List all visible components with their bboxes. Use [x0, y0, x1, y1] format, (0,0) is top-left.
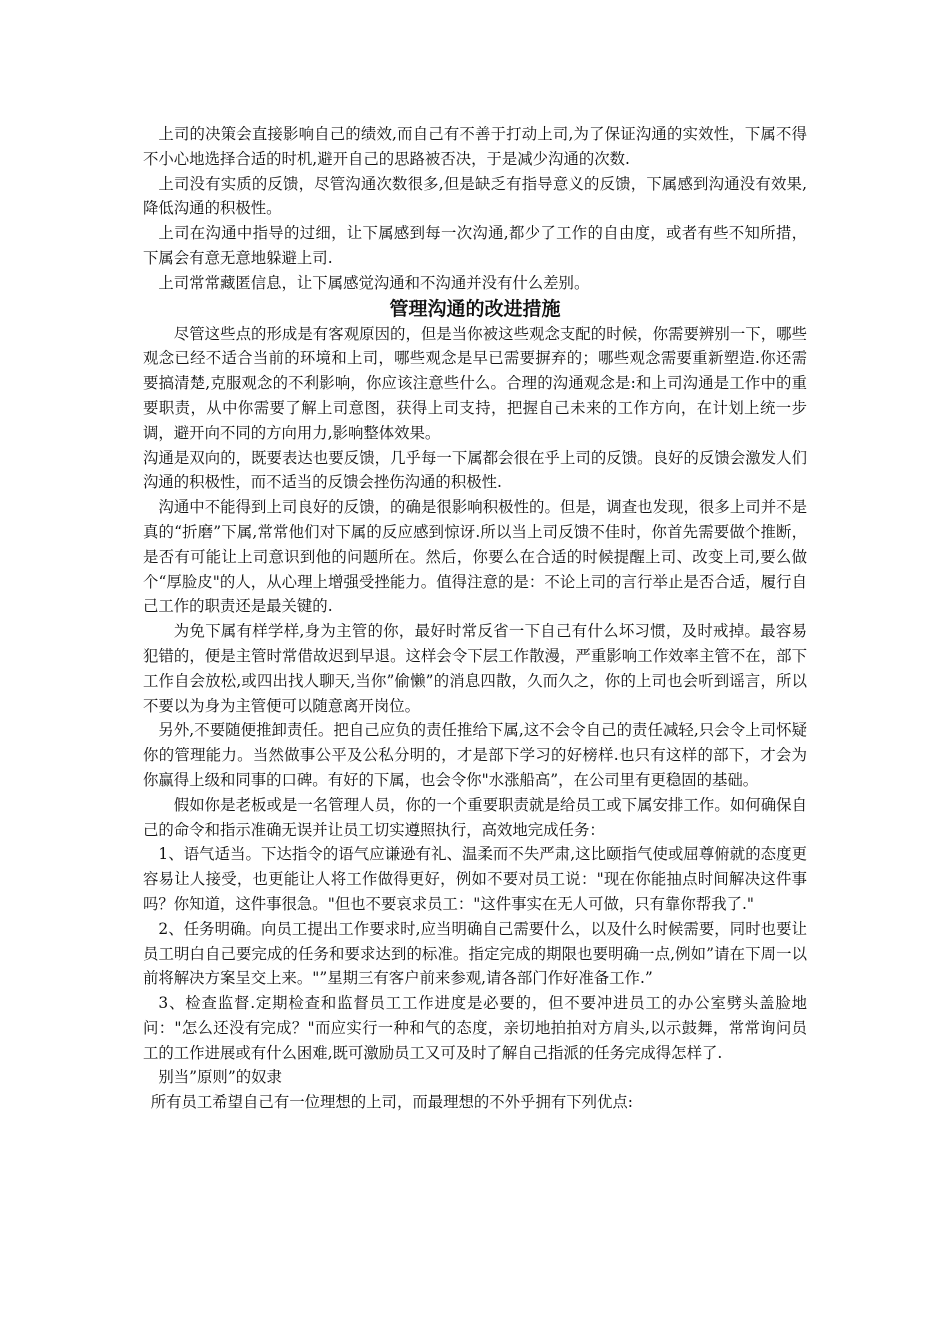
paragraph-feedback: 沟通中不能得到上司良好的反馈，的确是很影响积极性的。但是，调查也发现，很多上司并不是真的“折磨”下属,常常他们对下属的反应感到惊讶.所以当上司反馈不佳时，你首先需要做个推断，是否有可能让上司意识到他的问题所在。然后，你要么在合适的时候提醒上司、改变上司,要么做个“厚脸皮"的人，从心理上增强受挫能力。值得注意的是：不论上司的言行举止是否合适，履行自己工作的职责还是最关键的. — [143, 498, 807, 616]
paragraph-two-way: 沟通是双向的，既要表达也要反馈，几乎每一下属都会很在乎上司的反馈。良好的反馈会激发人们沟通的积极性，而不适当的反馈会挫伤沟通的积极性. — [143, 448, 807, 492]
paragraph-assign-work: 假如你是老板或是一名管理人员，你的一个重要职责就是给员工或下属安排工作。如何确保自己的命令和指示准确无误并让员工切实遵照执行，高效地完成任务： — [143, 795, 807, 839]
paragraph-point-1: 1、语气适当。下达指令的语气应谦逊有礼、温柔而不失严肃,这比颐指气使或屈尊俯就的态度更容易让人接受，也更能让人将工作做得更好，例如不要对员工说："现在你能抽点时间解决这件事吗？你知道，这件事很急。"但也不要哀求员工："这件事实在无人可做，只有靠你帮我了." — [143, 845, 807, 913]
paragraph-bad-habits: 为免下属有样学样,身为主管的你，最好时常反省一下自己有什么坏习惯，及时戒掉。最容易犯错的，便是主管时常借故迟到早退。这样会令下层工作散漫，严重影响工作效率主管不在，部下工作自会放松,或四出找人聊天,当你”偷懒”的消息四散，久而久之，你的上司也会听到谣言，所以不要以为身为主管便可以随意离开岗位。 — [143, 622, 807, 715]
document-body — [143, 122, 807, 1115]
section-heading: 管理沟通的改进措施 — [389, 297, 561, 320]
paragraph-principle: 别当”原则”的奴隶 — [158, 1068, 282, 1087]
paragraph-no-feedback: 上司没有实质的反馈，尽管沟通次数很多,但是缺乏有指导意义的反馈，下属感到沟通没有效果,降低沟通的积极性。 — [143, 174, 807, 218]
paragraph-point-3: 3、检查监督.定期检查和监督员工工作进度是必要的，但不要冲进员工的办公室劈头盖脸地问："怎么还没有完成？"而应实行一种和气的态度，亲切地拍拍对方肩头,以示鼓舞，常常询问员工的工作进展或有什么困难,既可激励员工又可及时了解自己指派的任务完成得怎样了. — [143, 994, 807, 1062]
paragraph-concepts: 尽管这些点的形成是有客观原因的，但是当你被这些观念支配的时候，你需要辨别一下，哪些观念已经不适合当前的环境和上司，哪些观念是早已需要摒弃的；哪些观念需要重新塑造.你还需要搞清楚,克服观念的不利影响，你应该注意些什么。合理的沟通观念是:和上司沟通是工作中的重要职责，从中你需要了解上司意图，获得上司支持，把握自己未来的工作方向，在计划上统一步调，避开向不同的方向用力,影响整体效果。 — [143, 324, 807, 442]
paragraph-ideal-boss: 所有员工希望自己有一位理想的上司，而最理想的不外乎拥有下列优点: — [150, 1093, 633, 1112]
paragraph-over-guidance: 上司在沟通中指导的过细，让下属感到每一次沟通,都少了工作的自由度，或者有些不知所措，下属会有意无意地躲避上司. — [143, 224, 807, 267]
paragraph-point-2: 2、任务明确。向员工提出工作要求时,应当明确自己需要什么，以及什么时候需要，同时也要让员工明白自己要完成的任务和要求达到的标准。指定完成的期限也要明确一点,例如”请在下周一以前将解决方案呈交上来。"”星期三有客户前来参观,请各部门作好准备工作.” — [143, 919, 807, 988]
paragraph-hiding-info: 上司常常藏匿信息，让下属感觉沟通和不沟通并没有什么差别。 — [158, 273, 590, 292]
paragraph-responsibility: 另外,不要随便推卸责任。把自己应负的责任推给下属,这不会令自己的责任减轻,只会令上司怀疑你的管理能力。当然做事公平及公私分明的，才是部下学习的好榜样.也只有这样的部下，才会为你赢得上级和同事的口碑。有好的下属，也会令你"水涨船高”，在公司里有更稳固的基础。 — [143, 721, 807, 789]
paragraph-decision-impact: 上司的决策会直接影响自己的绩效,而自己有不善于打动上司,为了保证沟通的实效性，下属不得不小心地选择合适的时机,避开自己的思路被否决，于是减少沟通的次数. — [143, 125, 807, 168]
